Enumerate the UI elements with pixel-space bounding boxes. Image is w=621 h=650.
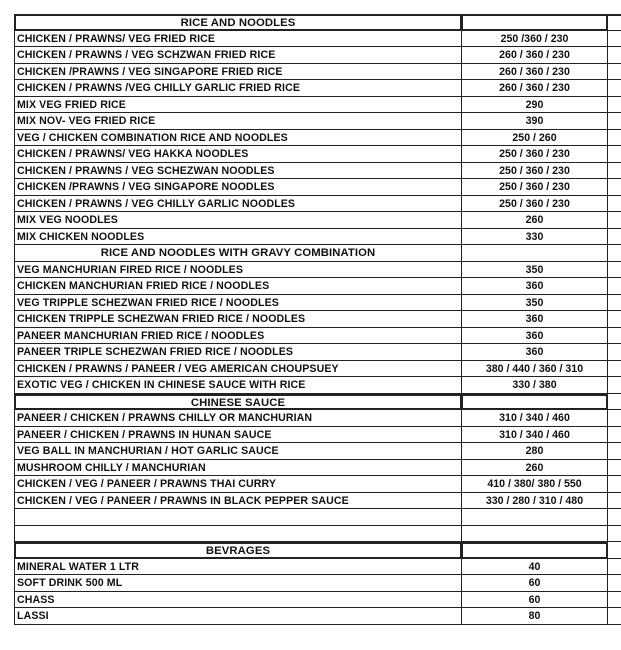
item-name: MIX VEG FRIED RICE: [14, 97, 462, 114]
menu-item-row: [14, 443, 621, 460]
section-title: RICE AND NOODLES: [14, 14, 462, 31]
item-name: MINERAL WATER 1 LTR: [14, 559, 462, 576]
menu-item-row: [14, 229, 621, 246]
item-price: 250 / 360 / 230: [462, 179, 608, 196]
item-price: 360: [462, 328, 608, 345]
menu-item-row: [14, 427, 621, 444]
edge-cell: [608, 64, 621, 81]
edge-cell: [608, 394, 621, 411]
blank-row: [14, 526, 621, 543]
menu-item-row: [14, 295, 621, 312]
item-price: 410 / 380/ 380 / 550: [462, 476, 608, 493]
blank-row: [14, 509, 621, 526]
edge-cell: [608, 31, 621, 48]
item-price: 310 / 340 / 460: [462, 427, 608, 444]
item-price: 360: [462, 311, 608, 328]
item-name: CHICKEN / PRAWNS /VEG CHILLY GARLIC FRIED RICE: [14, 80, 462, 97]
item-name: PANEER / CHICKEN / PRAWNS IN HUNAN SAUCE: [14, 427, 462, 444]
menu-item-row: [14, 196, 621, 213]
menu-item-row: [14, 80, 621, 97]
item-price: 310 / 340 / 460: [462, 410, 608, 427]
item-price: 350: [462, 295, 608, 312]
item-name: MIX CHICKEN NOODLES: [14, 229, 462, 246]
menu-item-row: [14, 262, 621, 279]
menu-item-row: [14, 31, 621, 48]
item-price: 290: [462, 97, 608, 114]
menu-item-row: [14, 311, 621, 328]
edge-cell: [608, 113, 621, 130]
item-price: 330 / 380: [462, 377, 608, 394]
item-name: PANEER TRIPLE SCHEZWAN FRIED RICE / NOODLES: [14, 344, 462, 361]
edge-cell: [608, 427, 621, 444]
menu-item-row: [14, 592, 621, 609]
menu-item-row: [14, 113, 621, 130]
item-name: VEG BALL IN MANCHURIAN / HOT GARLIC SAUCE: [14, 443, 462, 460]
edge-cell: [608, 311, 621, 328]
menu-item-row: [14, 575, 621, 592]
item-name: EXOTIC VEG / CHICKEN IN CHINESE SAUCE WITH RICE: [14, 377, 462, 394]
item-name: CHICKEN / VEG / PANEER / PRAWNS IN BLACK PEPPER SAUCE: [14, 493, 462, 510]
edge-cell: [608, 476, 621, 493]
edge-cell: [608, 80, 621, 97]
section-title: RICE AND NOODLES WITH GRAVY COMBINATION: [14, 245, 462, 262]
edge-cell: [608, 460, 621, 477]
item-name: MIX VEG NOODLES: [14, 212, 462, 229]
edge-cell: [608, 14, 621, 31]
edge-cell: [608, 47, 621, 64]
menu-item-row: [14, 377, 621, 394]
item-price: 260: [462, 460, 608, 477]
item-name: CHICKEN / PRAWNS/ VEG HAKKA NOODLES: [14, 146, 462, 163]
edge-cell: [608, 443, 621, 460]
section-title: BEVRAGES: [14, 542, 462, 559]
item-name: SOFT DRINK 500 ML: [14, 575, 462, 592]
edge-cell: [608, 295, 621, 312]
section-title: CHINESE SAUCE: [14, 394, 462, 411]
section-header: [14, 14, 621, 31]
edge-cell: [608, 196, 621, 213]
item-name: VEG / CHICKEN COMBINATION RICE AND NOODLES: [14, 130, 462, 147]
edge-cell: [608, 575, 621, 592]
menu-item-row: [14, 410, 621, 427]
blank-name-cell: [14, 509, 462, 526]
item-name: CHICKEN /PRAWNS / VEG SINGAPORE NOODLES: [14, 179, 462, 196]
item-price: 390: [462, 113, 608, 130]
edge-cell: [608, 212, 621, 229]
menu-item-row: [14, 460, 621, 477]
item-name: CHICKEN / PRAWNS/ VEG FRIED RICE: [14, 31, 462, 48]
item-price: 250 /360 / 230: [462, 31, 608, 48]
edge-cell: [608, 262, 621, 279]
edge-cell: [608, 229, 621, 246]
item-price: 60: [462, 575, 608, 592]
item-name: CHICKEN / PRAWNS / VEG SCHEZWAN NOODLES: [14, 163, 462, 180]
edge-cell: [608, 410, 621, 427]
blank-price-cell: [462, 526, 608, 543]
edge-cell: [608, 493, 621, 510]
menu-item-row: [14, 97, 621, 114]
menu-item-row: [14, 328, 621, 345]
item-name: CHASS: [14, 592, 462, 609]
item-price: 250 / 360 / 230: [462, 146, 608, 163]
edge-cell: [608, 146, 621, 163]
menu-item-row: [14, 212, 621, 229]
item-name: CHICKEN / PRAWNS / VEG SCHZWAN FRIED RICE: [14, 47, 462, 64]
section-price-header: [462, 542, 608, 559]
item-price: 260 / 360 / 230: [462, 80, 608, 97]
menu-item-row: [14, 344, 621, 361]
menu-item-row: [14, 476, 621, 493]
item-price: 260 / 360 / 230: [462, 64, 608, 81]
edge-cell: [608, 608, 621, 625]
item-name: CHICKEN TRIPPLE SCHEZWAN FRIED RICE / NOODLES: [14, 311, 462, 328]
menu-item-row: [14, 179, 621, 196]
section-price-header: [462, 394, 608, 411]
edge-cell: [608, 328, 621, 345]
edge-cell: [608, 361, 621, 378]
menu-item-row: [14, 64, 621, 81]
item-price: 60: [462, 592, 608, 609]
edge-cell: [608, 130, 621, 147]
item-price: 250 / 360 / 230: [462, 163, 608, 180]
blank-name-cell: [14, 526, 462, 543]
edge-cell: [608, 377, 621, 394]
item-name: CHICKEN / VEG / PANEER / PRAWNS THAI CURRY: [14, 476, 462, 493]
section-header: [14, 245, 621, 262]
edge-cell: [608, 278, 621, 295]
item-name: CHICKEN /PRAWNS / VEG SINGAPORE FRIED RICE: [14, 64, 462, 81]
edge-cell: [608, 526, 621, 543]
menu-item-row: [14, 163, 621, 180]
item-name: PANEER / CHICKEN / PRAWNS CHILLY OR MANCHURIAN: [14, 410, 462, 427]
item-price: 380 / 440 / 360 / 310: [462, 361, 608, 378]
item-price: 360: [462, 278, 608, 295]
edge-cell: [608, 559, 621, 576]
item-name: MIX NOV- VEG FRIED RICE: [14, 113, 462, 130]
menu-item-row: [14, 559, 621, 576]
item-price: 260 / 360 / 230: [462, 47, 608, 64]
section-header: [14, 394, 621, 411]
edge-cell: [608, 509, 621, 526]
item-price: 260: [462, 212, 608, 229]
item-price: 40: [462, 559, 608, 576]
item-name: PANEER MANCHURIAN FRIED RICE / NOODLES: [14, 328, 462, 345]
blank-price-cell: [462, 509, 608, 526]
section-price-header: [462, 14, 608, 31]
section-header: [14, 542, 621, 559]
section-price-header: [462, 245, 608, 262]
menu-item-row: [14, 47, 621, 64]
item-name: VEG MANCHURIAN FIRED RICE / NOODLES: [14, 262, 462, 279]
edge-cell: [608, 97, 621, 114]
menu-item-row: [14, 146, 621, 163]
item-name: CHICKEN / PRAWNS / VEG CHILLY GARLIC NOODLES: [14, 196, 462, 213]
edge-cell: [608, 542, 621, 559]
menu-item-row: [14, 278, 621, 295]
item-price: 360: [462, 344, 608, 361]
menu-item-row: [14, 361, 621, 378]
item-price: 330: [462, 229, 608, 246]
item-name: MUSHROOM CHILLY / MANCHURIAN: [14, 460, 462, 477]
item-price: 330 / 280 / 310 / 480: [462, 493, 608, 510]
item-price: 250 / 360 / 230: [462, 196, 608, 213]
menu-table: [14, 14, 621, 625]
menu-item-row: [14, 130, 621, 147]
edge-cell: [608, 592, 621, 609]
item-name: LASSI: [14, 608, 462, 625]
item-price: 250 / 260: [462, 130, 608, 147]
item-price: 80: [462, 608, 608, 625]
edge-cell: [608, 163, 621, 180]
menu-item-row: [14, 608, 621, 625]
item-name: CHICKEN MANCHURIAN FRIED RICE / NOODLES: [14, 278, 462, 295]
edge-cell: [608, 179, 621, 196]
item-name: CHICKEN / PRAWNS / PANEER / VEG AMERICAN CHOUPSUEY: [14, 361, 462, 378]
edge-cell: [608, 245, 621, 262]
item-price: 350: [462, 262, 608, 279]
item-name: VEG TRIPPLE SCHEZWAN FRIED RICE / NOODLES: [14, 295, 462, 312]
item-price: 280: [462, 443, 608, 460]
menu-item-row: [14, 493, 621, 510]
edge-cell: [608, 344, 621, 361]
